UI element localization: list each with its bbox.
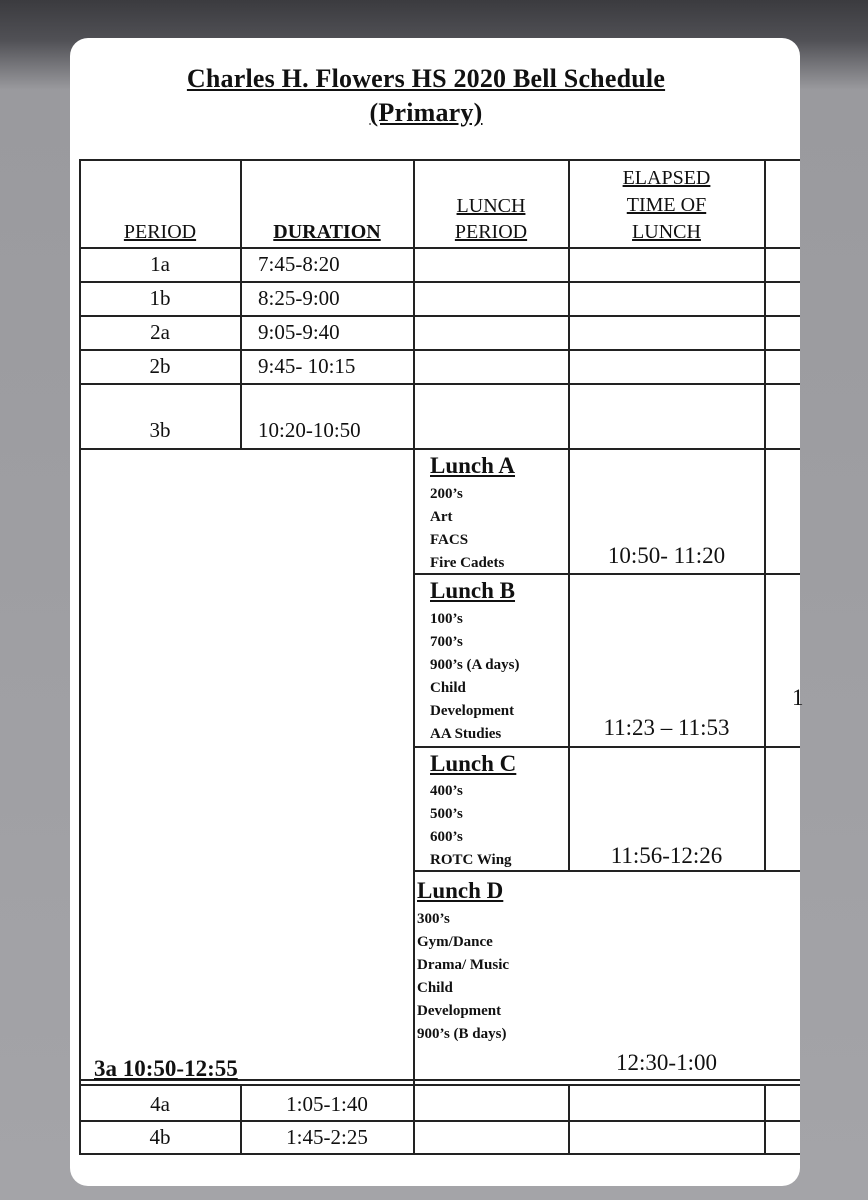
grid-line — [240, 159, 242, 449]
lunch-a-time: 10:50- 11:20 — [607, 543, 726, 568]
header-elapsed-line3: LUNCH — [632, 221, 701, 243]
lunch-a-item: Fire Cadets — [430, 555, 505, 571]
grid-line — [413, 746, 800, 748]
lunch-a-item: FACS — [430, 532, 469, 548]
period-cell: 4a — [150, 1092, 170, 1116]
lunch-c-item: 400’s — [430, 783, 463, 799]
document-title: Charles H. Flowers HS 2020 Bell Schedule — [186, 64, 666, 93]
duration-cell: 10:20-10:50 — [258, 418, 361, 442]
duration-cell: 9:05-9:40 — [258, 320, 340, 344]
lunch-d-item: Gym/Dance — [417, 934, 493, 950]
grid-line — [79, 448, 800, 450]
grid-line — [79, 1084, 800, 1086]
duration-cell: 1:05-1:40 — [286, 1092, 368, 1116]
grid-line — [79, 349, 800, 351]
cutoff-glyph: 1 — [792, 685, 804, 710]
header-duration: DURATION — [273, 221, 381, 243]
duration-cell: 8:25-9:00 — [258, 286, 340, 310]
lunch-b-time: 11:23 – 11:53 — [603, 715, 730, 740]
period-cell: 4b — [149, 1125, 171, 1149]
lunch-d-time: 12:30-1:00 — [616, 1050, 717, 1075]
schedule-document — [70, 38, 804, 1186]
lunch-b-item: Child — [430, 680, 466, 696]
lunch-a-item: 200’s — [430, 486, 463, 502]
grid-line — [764, 1084, 766, 1154]
lunch-d-item: Development — [417, 1003, 502, 1019]
grid-line — [79, 1120, 800, 1122]
grid-line — [568, 1084, 570, 1154]
lunch-a-title: Lunch A — [430, 453, 516, 478]
period-3a-label: 3a 10:50-12:55 — [94, 1056, 238, 1081]
lunch-d-item: 300’s — [417, 911, 450, 927]
lunch-b-title: Lunch B — [430, 578, 516, 603]
duration-cell: 7:45-8:20 — [258, 252, 340, 276]
lunch-a-item: Art — [430, 509, 453, 525]
period-cell: 2a — [150, 320, 170, 344]
period-cell: 1b — [149, 286, 171, 310]
grid-line — [413, 159, 415, 1154]
lunch-c-item: ROTC Wing — [430, 852, 512, 868]
period-cell: 3b — [149, 418, 171, 442]
lunch-c-title: Lunch C — [430, 751, 517, 776]
grid-line — [79, 1153, 800, 1155]
lunch-b-item: AA Studies — [430, 726, 502, 742]
header-lunch-period-line2: PERIOD — [454, 221, 528, 243]
header-elapsed-line2: TIME OF — [626, 194, 707, 216]
grid-line — [79, 281, 800, 283]
lunch-b-item: 100’s — [430, 611, 463, 627]
lunch-b-item: 700’s — [430, 634, 463, 650]
lunch-c-time: 11:56-12:26 — [610, 843, 723, 868]
grid-line — [568, 159, 570, 870]
grid-line — [79, 247, 800, 249]
header-period: PERIOD — [123, 221, 197, 243]
grid-line — [79, 315, 800, 317]
lunch-d-title: Lunch D — [417, 878, 504, 903]
header-elapsed-line1: ELAPSED — [622, 167, 711, 189]
period-cell: 2b — [149, 354, 171, 378]
lunch-c-item: 500’s — [430, 806, 463, 822]
document-subtitle: (Primary) — [369, 98, 483, 127]
lunch-b-item: 900’s (A days) — [430, 657, 520, 673]
lunch-b-item: Development — [430, 703, 515, 719]
grid-line — [79, 383, 800, 385]
lunch-d-item: Drama/ Music — [417, 957, 510, 973]
lunch-d-item: Child — [417, 980, 453, 996]
duration-cell: 9:45- 10:15 — [258, 354, 356, 378]
lunch-d-item: 900’s (B days) — [417, 1026, 507, 1042]
duration-cell: 1:45-2:25 — [286, 1125, 368, 1149]
grid-line — [79, 159, 800, 161]
header-lunch-period-line1: LUNCH — [456, 195, 526, 217]
lunch-c-item: 600’s — [430, 829, 463, 845]
period-cell: 1a — [150, 252, 170, 276]
grid-line — [764, 159, 766, 870]
